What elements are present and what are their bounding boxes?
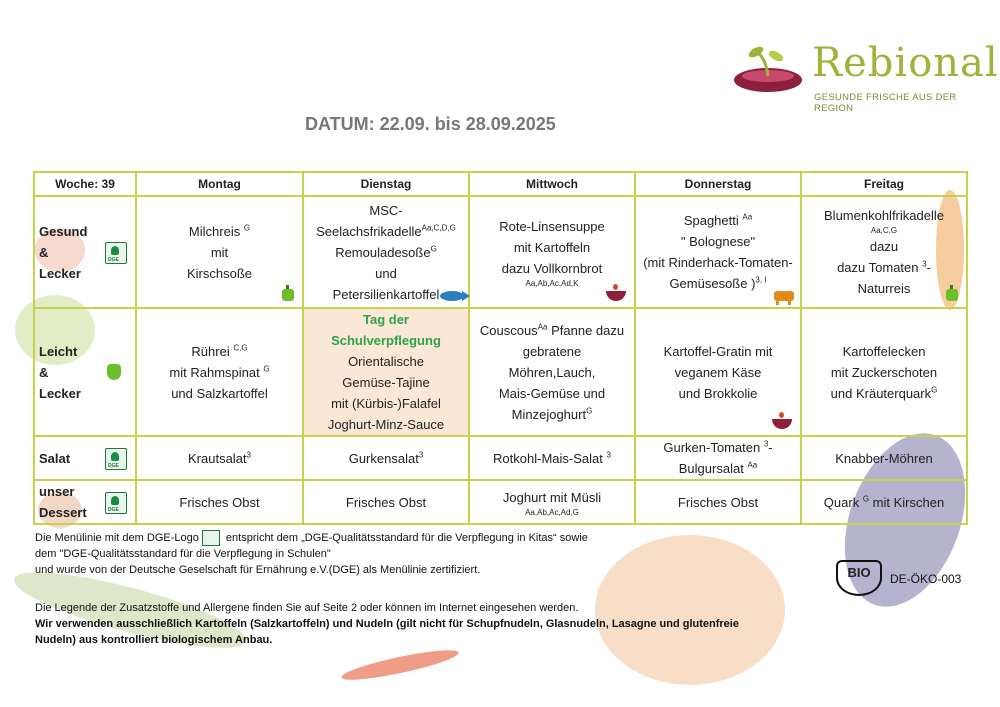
weekly-menu-table [33, 171, 968, 525]
meal-cell-gesund-thursday [635, 196, 801, 308]
meal-text: Möhren,Lauch, [508, 364, 596, 380]
allergen-legend-note [35, 600, 739, 648]
meal-text: und Brokkolie [678, 385, 758, 401]
row-label-line: & [39, 244, 49, 260]
row-label-line: Dessert [39, 505, 87, 520]
meal-text: Knabber-Möhren [835, 450, 933, 466]
meal-text: veganem Käse [674, 364, 762, 380]
row-label-dessert [34, 480, 136, 524]
meal-text: mit Kartoffeln [513, 239, 591, 255]
meal-text: " Bolognese" [680, 234, 756, 249]
meal-text: und Salzkartoffel [171, 385, 268, 401]
meal-text: Kartoffel-Gratin mit [663, 343, 773, 359]
allergen-code: G [430, 244, 437, 254]
meal-text: Orientalische [348, 354, 424, 369]
allergen-code: Aa,C,G [870, 226, 898, 235]
soup-bowl-icon [606, 291, 626, 301]
meal-text: Minzejoghurt [511, 406, 587, 422]
meal-text: MSC- [369, 202, 403, 218]
day-header-monday: Montag [136, 172, 303, 196]
meal-text: Rührei [191, 343, 230, 359]
menu-row-salat [34, 436, 967, 480]
day-header-thursday: Donnerstag [635, 172, 801, 196]
meal-cell-dessert-monday [136, 480, 303, 524]
meal-text: mit [210, 244, 229, 260]
meal-text: (mit Rinderhack-Tomaten- [643, 255, 793, 270]
allergen-code: Aa,C,D,G [421, 223, 456, 233]
soup-bowl-icon [772, 419, 792, 429]
bio-seal-label: BIO [847, 565, 871, 580]
allergen-code: G [931, 385, 938, 395]
header-row [34, 172, 967, 196]
row-label-line: Lecker [39, 265, 81, 281]
meal-text: dazu Tomaten [837, 260, 919, 275]
meal-cell-leicht-friday [801, 308, 967, 436]
allergen-code: Aa,Ab,Ac,Ad,K [525, 278, 579, 288]
meal-text: und [375, 265, 397, 281]
meal-text: Remouladesoße [335, 244, 431, 260]
dge-logo-icon [105, 492, 127, 514]
meal-text: Rotkohl-Mais-Salat [493, 450, 603, 466]
organic-note: Wir verwenden ausschließlich Kartoffeln (Salzkartoffeln) und Nudeln (gilt nicht für Schupfnudeln, Glasnudeln, Lasagne und glutenfreie [35, 618, 739, 630]
meal-text: Frisches Obst [345, 494, 427, 510]
row-label-line: Salat [39, 451, 71, 467]
dge-logo-icon [105, 242, 127, 264]
fish-icon [440, 291, 464, 301]
row-label-line: & [39, 364, 49, 380]
meal-text: gebratene [522, 343, 582, 359]
meal-text: Mais-Gemüse und [498, 385, 606, 401]
meal-text: Joghurt mit Müsli [502, 489, 602, 505]
row-label-leicht [34, 308, 136, 436]
meal-text: - [768, 440, 773, 455]
allergen-code: 3 [418, 450, 424, 460]
meal-text: Gurken-Tomaten [663, 440, 761, 455]
row-label-salat [34, 436, 136, 480]
organic-note: Nudeln) aus kontrolliert biologischem Anbau. [35, 634, 273, 646]
meal-text: Kartoffelecken [842, 343, 926, 359]
dge-certification-note [35, 530, 588, 578]
allergen-code: Aa [747, 460, 758, 470]
meal-text: Pfanne dazu [547, 322, 625, 338]
day-header-friday: Freitag [801, 172, 967, 196]
meal-cell-gesund-tuesday [303, 196, 469, 308]
allergen-code: 3 [246, 450, 251, 460]
allergen-code: Aa,Ab,Ac,Ad,G [525, 507, 579, 517]
allergen-code: 3 [922, 259, 927, 269]
bowl-logo-icon [730, 40, 810, 100]
meal-cell-dessert-wednesday [469, 480, 635, 524]
meal-cell-dessert-tuesday [303, 480, 469, 524]
day-header-wednesday: Mittwoch [469, 172, 635, 196]
row-label-line: Leicht [39, 343, 78, 359]
meal-text: Seelachsfrikadelle [316, 223, 422, 239]
meal-text: dazu Vollkornbrot [501, 260, 603, 276]
meal-cell-salat-wednesday [469, 436, 635, 480]
meal-text: Gemüsesoße ) [669, 276, 756, 291]
week-header: Woche: 39 [34, 172, 136, 196]
allergen-code: 3 [606, 450, 611, 460]
dge-logo-icon [202, 530, 220, 546]
footer-text: Die Menülinie mit dem DGE-Logo [35, 532, 199, 544]
beef-icon [774, 291, 794, 301]
meal-cell-salat-thursday [635, 436, 801, 480]
menu-row-dessert [34, 480, 967, 524]
meal-text: Krautsalat [188, 450, 247, 466]
meal-text: Frisches Obst [179, 494, 260, 510]
row-label-line: unser [39, 484, 75, 499]
meal-cell-gesund-monday [136, 196, 303, 308]
meal-cell-leicht-tuesday [303, 308, 469, 436]
vegetarian-icon [946, 289, 958, 301]
meal-text: Joghurt-Minz-Sauce [327, 417, 445, 432]
meal-text: Petersilienkartoffel [332, 286, 440, 302]
footer-text: Die Legende der Zusatzstoffe und Allergene finden Sie auf Seite 2 oder können im Internet eingesehen werden. [35, 602, 579, 614]
meal-text: dazu [869, 239, 899, 254]
meal-text: - [926, 260, 931, 275]
menu-row-leicht [34, 308, 967, 436]
meal-text: Gemüse-Tajine [342, 375, 430, 390]
day-header-tuesday: Dienstag [303, 172, 469, 196]
meal-text: mit Rahmspinat [169, 364, 260, 380]
brand-tagline: GESUNDE FRISCHE AUS DER REGION [814, 92, 957, 114]
allergen-code: G [586, 406, 593, 416]
row-label-gesund [34, 196, 136, 308]
dge-logo-icon [105, 448, 127, 470]
row-label-line: Lecker [39, 385, 81, 401]
meal-text: Blumenkohlfrikadelle [824, 208, 944, 223]
vegetarian-icon [282, 289, 294, 301]
meal-text: Rote-Linsensuppe [499, 218, 605, 234]
allergen-code: G [862, 494, 870, 504]
meal-text: Naturreis [857, 281, 911, 296]
meal-text: mit Kirschen [869, 494, 945, 510]
brand-name: Rebional [812, 40, 999, 86]
meal-text: Couscous [479, 322, 538, 338]
chili-illustration [340, 645, 461, 686]
meal-text: Milchreis [188, 223, 241, 239]
footer-text: entspricht dem „DGE-Qualitätsstandard für die Verpflegung in Kitas“ sowie [225, 532, 588, 544]
meal-text: Quark [823, 494, 860, 510]
organic-control-code: DE-ÖKO-003 [890, 572, 962, 586]
meal-cell-gesund-friday [801, 196, 967, 308]
meal-cell-leicht-thursday [635, 308, 801, 436]
meal-text: Kirschsoße [186, 265, 253, 281]
allergen-code: G [263, 364, 270, 374]
meal-cell-salat-friday [801, 436, 967, 480]
allergen-code: Aa [742, 212, 753, 222]
meal-cell-leicht-wednesday [469, 308, 635, 436]
meal-cell-dessert-thursday [635, 480, 801, 524]
meal-text: Gurkensalat [348, 450, 419, 466]
allergen-code: 3, I [755, 275, 767, 285]
meal-cell-leicht-monday [136, 308, 303, 436]
meal-text: Frisches Obst [677, 494, 759, 510]
meal-text: und Kräuterquark [830, 385, 932, 401]
meal-text: Spaghetti [683, 213, 739, 228]
bio-seal-icon [836, 560, 882, 596]
allergen-code: G [243, 223, 251, 233]
allergen-code: 3 [763, 439, 769, 449]
meal-cell-gesund-wednesday [469, 196, 635, 308]
meal-cell-salat-monday [136, 436, 303, 480]
footer-text: dem "DGE-Qualitätsstandard für die Verpflegung in Schulen" [35, 548, 331, 560]
date-range-title: DATUM: 22.09. bis 28.09.2025 [305, 114, 556, 134]
meal-text: Bulgursalat [678, 461, 744, 476]
meal-cell-dessert-friday [801, 480, 967, 524]
meal-cell-salat-tuesday [303, 436, 469, 480]
pepper-icon [107, 364, 121, 380]
menu-row-gesund [34, 196, 967, 308]
special-day-title: Tag der Schulverpflegung [331, 312, 441, 348]
allergen-code: Aa [537, 322, 548, 332]
meal-text: mit Zuckerschoten [830, 364, 938, 380]
row-label-line: Gesund [39, 223, 88, 239]
meal-text: mit (Kürbis-)Falafel [331, 396, 441, 411]
brand-logo [730, 40, 999, 114]
footer-text: und wurde von der Deutsche Geselschaft für Ernährung e.V.(DGE) als Menülinie zertifiziert. [35, 564, 481, 576]
allergen-code: C,G [233, 343, 248, 353]
